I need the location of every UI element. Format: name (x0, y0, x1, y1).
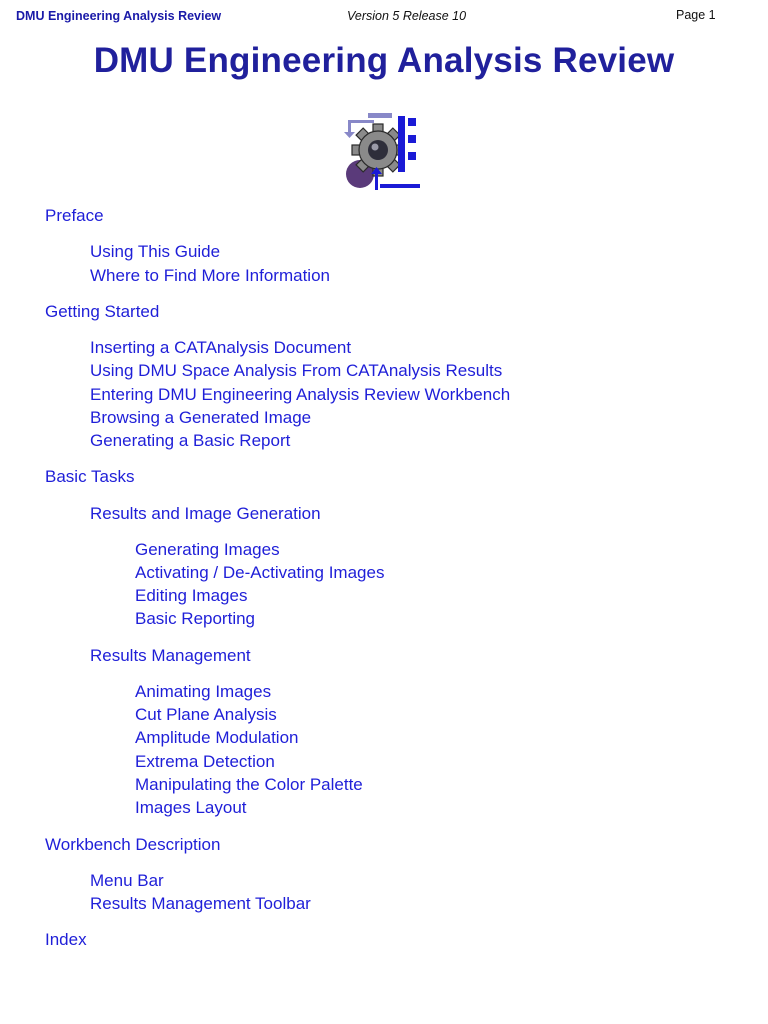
toc-link-workbench-description[interactable]: Workbench Description (45, 835, 221, 854)
running-header-page-number: Page 1 (676, 8, 716, 22)
toc-link-index[interactable]: Index (45, 930, 87, 949)
toc-link-preface[interactable]: Preface (45, 206, 104, 225)
toc-link-amplitude-modulation[interactable]: Amplitude Modulation (135, 728, 299, 747)
toc-link-menu-bar[interactable]: Menu Bar (90, 871, 164, 890)
toc-link-getting-started[interactable]: Getting Started (45, 302, 160, 321)
document-title: DMU Engineering Analysis Review (93, 41, 675, 80)
toc-link-manipulating-color-palette[interactable]: Manipulating the Color Palette (135, 775, 363, 794)
toc-link-results-management-toolbar[interactable]: Results Management Toolbar (90, 894, 311, 913)
running-header-version: Version 5 Release 10 (347, 9, 467, 23)
toc-link-using-dmu-space-analysis[interactable]: Using DMU Space Analysis From CATAnalysis Results (90, 361, 503, 380)
toc-link-images-layout[interactable]: Images Layout (135, 798, 247, 817)
toc-link-results-image-generation[interactable]: Results and Image Generation (90, 504, 321, 523)
toc-link-editing-images[interactable]: Editing Images (135, 586, 248, 605)
toc-link-results-management[interactable]: Results Management (90, 646, 251, 665)
toc-link-animating-images[interactable]: Animating Images (135, 682, 272, 701)
toc-link-generating-basic-report[interactable]: Generating a Basic Report (90, 431, 291, 450)
running-header-title: DMU Engineering Analysis Review (16, 9, 222, 23)
toc-link-cut-plane-analysis[interactable]: Cut Plane Analysis (135, 705, 277, 724)
toc-link-generating-images[interactable]: Generating Images (135, 540, 280, 559)
toc-link-using-this-guide[interactable]: Using This Guide (90, 242, 221, 261)
toc-link-inserting-catanalysis-document[interactable]: Inserting a CATAnalysis Document (90, 338, 352, 357)
toc-link-basic-reporting[interactable]: Basic Reporting (135, 609, 256, 628)
toc-link-browsing-generated-image[interactable]: Browsing a Generated Image (90, 408, 312, 427)
toc-link-activating-deactivating-images[interactable]: Activating / De-Activating Images (135, 563, 385, 582)
toc-link-entering-workbench[interactable]: Entering DMU Engineering Analysis Review Workbench (90, 385, 511, 404)
toc-link-extrema-detection[interactable]: Extrema Detection (135, 752, 275, 771)
toc-link-basic-tasks[interactable]: Basic Tasks (45, 467, 135, 486)
toc-link-where-to-find-more-information[interactable]: Where to Find More Information (90, 266, 330, 285)
